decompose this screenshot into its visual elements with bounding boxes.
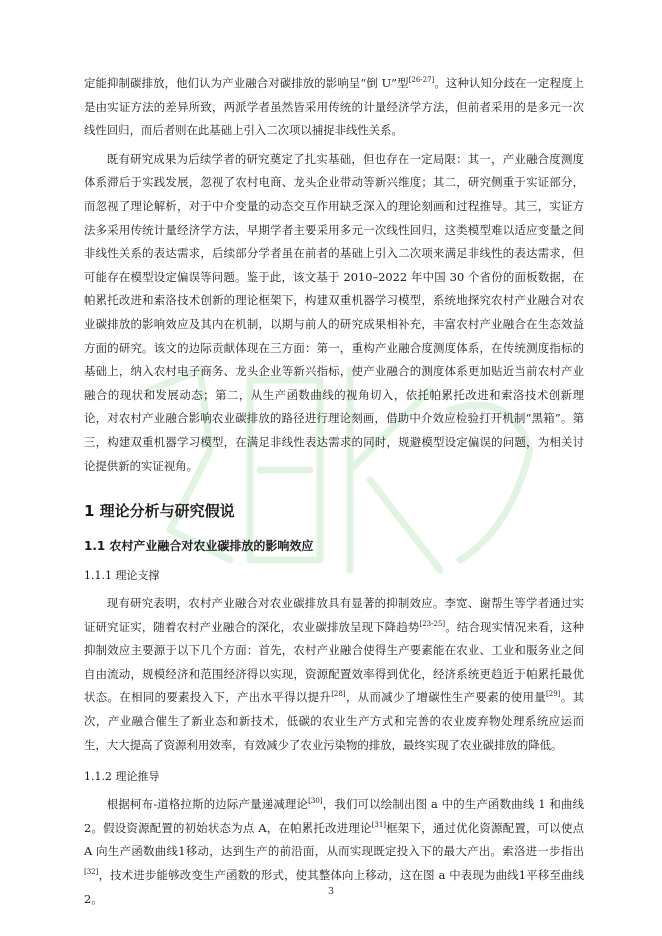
- citation: [28]: [331, 690, 346, 699]
- paragraph-continuation: 定能抑制碳排放，他们认为产业融合对碳排放的影响呈“倒 U”型[26-27]。这种认知分歧在一定程度上是由实证方法的差异所致，两派学者虽然皆采用传统的计量经济学方法，但前者采用的是多元一次线性回归，而后者则在此基础上引入二次项以捕捉非线性关系。: [84, 76, 584, 138]
- section-heading: 1 理论分析与研究假说: [84, 502, 235, 521]
- subsection-heading: 1.1 农村产业融合对农业碳排放的影响效应: [84, 539, 314, 554]
- subsubsection-heading-theory-support: 1.1.1 理论支撑: [84, 569, 160, 583]
- paragraph-research-gaps: 既有研究成果为后续学者的研究奠定了扎实基础，但也存在一定局限：其一，产业融合度测度体系滞后于实践发展，忽视了农村电商、龙头企业带动等新兴维度；其二，研究侧重于实证部分，而忽视了理论解析，对于中介变量的动态交互作用缺乏深入的理论刻画和过程推导。其三，实证方法多采用传统计量经济学方法，早期学者主要采用多元一次线性回归，这类模型难以适应变量之间非线性关系的表达需求，后续部分学者虽在前者的基础上引入二次项来满足非线性的表达需求，但可能存在模型设定偏误等问题。鉴于此，该文基于 2010–2022 年中国 30 个省份的面板数据，在帕累托改进和索洛技术创新的理论框架下，构建双重机器学习模型，系统地探究农村产业融合对农业碳排放的影响效应及其内在机制，以期与前人的研究成果相补充，丰富农村产业融合在生态效益方面的研究。该文的边际贡献体现在三方面：第一，重构产业融合度测度体系，在传统测度指标的基础上，纳入农村电子商务、龙头企业等新兴指标，使产业融合的测度体系更加贴近当前农村产业融合的现状和发展动态；第二，从生产函数曲线的视角切入，依托帕累托改进和索洛技术创新理论，对农村产业融合影响农业碳排放的路径进行理论刻画，借助中介效应检验打开机制“黑箱”。第三，构建双重机器学习模型，在满足非线性表达需求的同时，规避模型设定偏误的问题，为相关讨论提供新的实证视角。: [84, 151, 584, 473]
- citation: [31]: [371, 821, 387, 830]
- paragraph-theory-derivation: 根据柯布-道格拉斯的边际产量递减理论[30]，我们可以绘制出图 a 中的生产函数曲线 1 和曲线 2。假设资源配置的初始状态为点 A，在帕累托改进理论[31]框架下，通过优化资源配置，可以使点 A 向生产函数曲线1移动，达到生产的前沿面，从而实现既定投入下的最大产出。索洛进一步指出[32]，技术进步能够改变生产函数的形式，使其整体向上移动，这在图 a 中表现为曲线1平移至曲线2。: [84, 797, 584, 906]
- main-content: [84, 72, 584, 911]
- citation: [29]: [546, 690, 561, 699]
- citation: [32]: [84, 868, 99, 877]
- citation: [30]: [308, 797, 323, 806]
- citation: [26-27]: [408, 76, 435, 85]
- page-number: 3: [327, 886, 335, 897]
- subsubsection-heading-derivation: 1.1.2 理论推导: [84, 770, 160, 784]
- paragraph-theory-support: 现有研究表明，农村产业融合对农业碳排放具有显著的抑制效应。李宽、谢帮生等学者通过实证研究证实，随着农村产业融合的深化，农业碳排放呈现下降趋势[23-25]。结合现实情况来看，这种抑制效应主要源于以下几个方面：首先，农村产业融合使得生产要素能在农业、工业和服务业之间自由流动，规模经济和范围经济得以实现，资源配置效率得到优化，经济系统更趋近于帕累托最优状态。在相同的要素投入下，产出水平得以提升[28]，从而减少了增碳性生产要素的使用量[29]。其次，产业融合催生了新业态和新技术，低碳的农业生产方式和完善的农业废弃物处理系统应运而生，大大提高了资源利用效率，有效减少了农业污染物的排放，最终实现了农业碳排放的降低。: [84, 596, 584, 752]
- citation: [23-25]: [419, 619, 446, 628]
